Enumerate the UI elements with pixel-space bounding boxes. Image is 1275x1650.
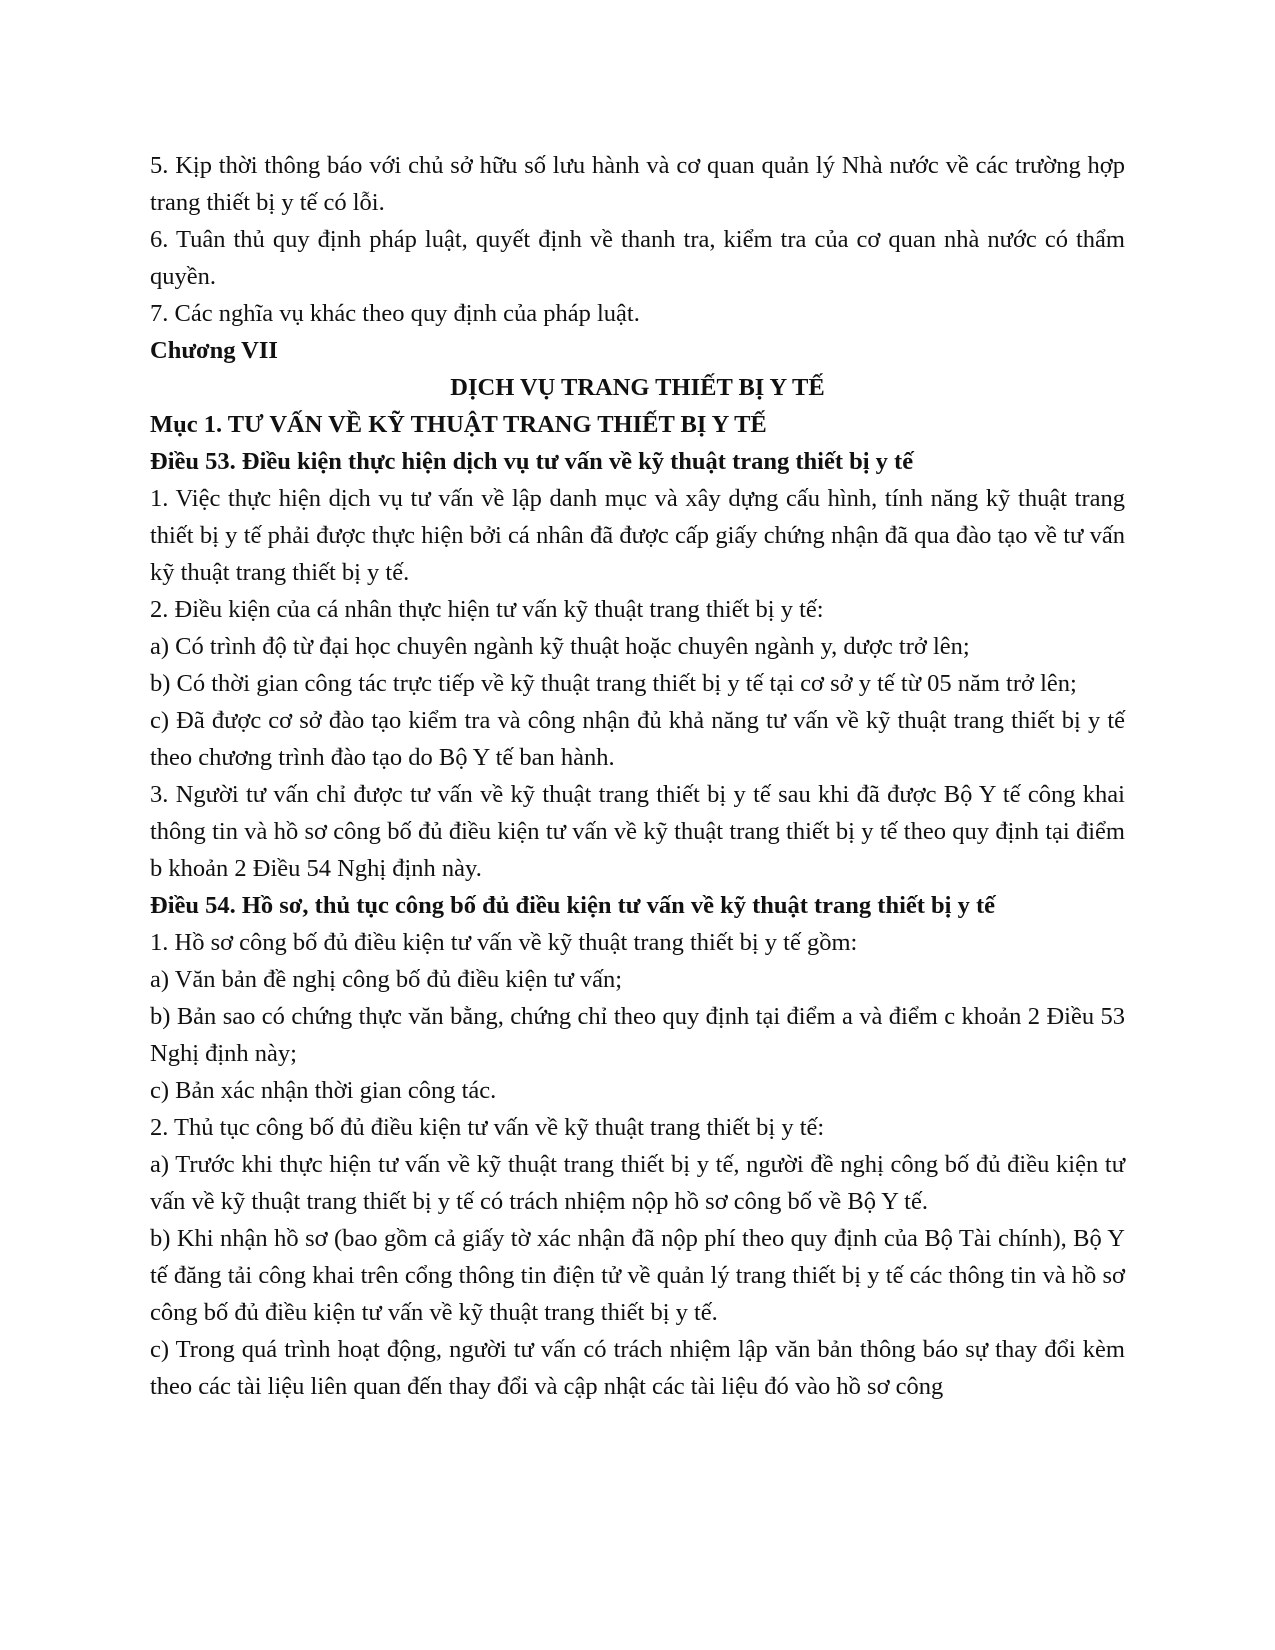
chapter-heading: Chương VII bbox=[150, 337, 278, 364]
article-53-heading: Điều 53. Điều kiện thực hiện dịch vụ tư vấn về kỹ thuật trang thiết bị y tế bbox=[150, 448, 914, 475]
section-heading: Mục 1. TƯ VẤN VỀ KỸ THUẬT TRANG THIẾT BỊ Y TẾ bbox=[150, 411, 767, 438]
document-page bbox=[150, 147, 1125, 1405]
paragraph-5: 5. Kịp thời thông báo với chủ sở hữu số lưu hành và cơ quan quản lý Nhà nước về các trường hợp trang thiết bị y tế có lỗi. bbox=[150, 152, 1125, 216]
article-54-clause-2a: a) Trước khi thực hiện tư vấn về kỹ thuật trang thiết bị y tế, người đề nghị công bố đủ điều kiện tư vấn về kỹ thuật trang thiết bị y tế có trách nhiệm nộp hồ sơ công bố về Bộ Y tế. bbox=[150, 1151, 1125, 1215]
article-53-clause-3: 3. Người tư vấn chỉ được tư vấn về kỹ thuật trang thiết bị y tế sau khi đã được Bộ Y tế công khai thông tin và hồ sơ công bố đủ điều kiện tư vấn về kỹ thuật trang thiết bị y tế theo quy định tại điểm b khoản 2 Điều 54 Nghị định này. bbox=[150, 781, 1125, 882]
paragraph-7: 7. Các nghĩa vụ khác theo quy định của pháp luật. bbox=[150, 300, 640, 327]
article-54-heading: Điều 54. Hồ sơ, thủ tục công bố đủ điều kiện tư vấn về kỹ thuật trang thiết bị y tế bbox=[150, 892, 996, 919]
article-54-clause-1c: c) Bản xác nhận thời gian công tác. bbox=[150, 1077, 497, 1104]
article-53-clause-1: 1. Việc thực hiện dịch vụ tư vấn về lập danh mục và xây dựng cấu hình, tính năng kỹ thuật trang thiết bị y tế phải được thực hiện bởi cá nhân đã được cấp giấy chứng nhận đã qua đào tạo về tư vấn kỹ thuật trang thiết bị y tế. bbox=[150, 485, 1125, 586]
paragraph-6: 6. Tuân thủ quy định pháp luật, quyết định về thanh tra, kiểm tra của cơ quan nhà nước có thẩm quyền. bbox=[150, 226, 1125, 290]
article-53-clause-2a: a) Có trình độ từ đại học chuyên ngành kỹ thuật hoặc chuyên ngành y, dược trở lên; bbox=[150, 633, 970, 660]
article-54-clause-1b: b) Bản sao có chứng thực văn bằng, chứng chỉ theo quy định tại điểm a và điểm c khoản 2 Điều 53 Nghị định này; bbox=[150, 1003, 1125, 1067]
article-54-clause-2: 2. Thủ tục công bố đủ điều kiện tư vấn về kỹ thuật trang thiết bị y tế: bbox=[150, 1114, 825, 1141]
article-54-clause-2b: b) Khi nhận hồ sơ (bao gồm cả giấy tờ xác nhận đã nộp phí theo quy định của Bộ Tài chính), Bộ Y tế đăng tải công khai trên cổng thông tin điện tử về quản lý trang thiết bị y tế các thông tin và hồ sơ công bố đủ điều kiện tư vấn về kỹ thuật trang thiết bị y tế. bbox=[150, 1225, 1125, 1326]
article-54-clause-1a: a) Văn bản đề nghị công bố đủ điều kiện tư vấn; bbox=[150, 966, 623, 993]
article-53-clause-2b: b) Có thời gian công tác trực tiếp về kỹ thuật trang thiết bị y tế tại cơ sở y tế từ 05 năm trở lên; bbox=[150, 670, 1077, 697]
article-53-clause-2: 2. Điều kiện của cá nhân thực hiện tư vấn kỹ thuật trang thiết bị y tế: bbox=[150, 596, 824, 623]
article-54-clause-1: 1. Hồ sơ công bố đủ điều kiện tư vấn về kỹ thuật trang thiết bị y tế gồm: bbox=[150, 929, 858, 956]
article-53-clause-2c: c) Đã được cơ sở đào tạo kiểm tra và công nhận đủ khả năng tư vấn về kỹ thuật trang thiết bị y tế theo chương trình đào tạo do Bộ Y tế ban hành. bbox=[150, 707, 1125, 771]
article-54-clause-2c: c) Trong quá trình hoạt động, người tư vấn có trách nhiệm lập văn bản thông báo sự thay đổi kèm theo các tài liệu liên quan đến thay đổi và cập nhật các tài liệu đó vào hồ sơ công bbox=[150, 1336, 1125, 1400]
chapter-title: DỊCH VỤ TRANG THIẾT BỊ Y TẾ bbox=[450, 374, 825, 401]
